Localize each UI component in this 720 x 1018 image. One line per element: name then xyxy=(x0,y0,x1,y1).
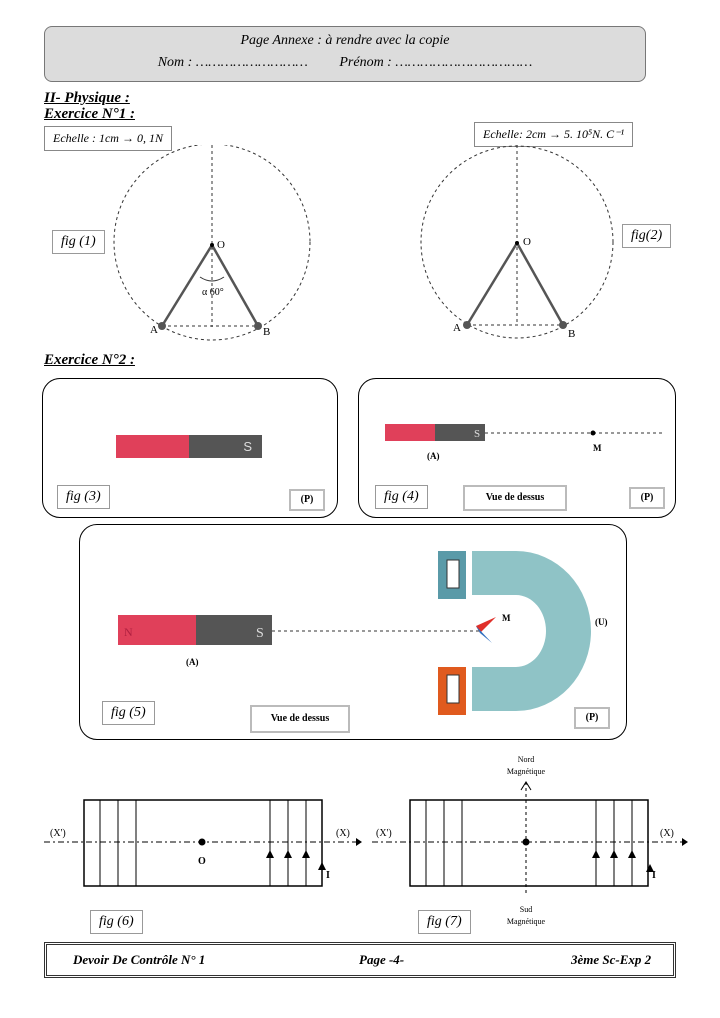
exercise2-title: Exercice N°2 : xyxy=(44,352,135,368)
section-physique: II- Physique : xyxy=(44,90,130,106)
plane-p-label: (P) xyxy=(289,489,325,511)
point-m-label: M xyxy=(593,443,602,453)
fig3-panel xyxy=(42,378,338,518)
pole-s-label: S xyxy=(243,439,252,454)
pole-s-label: S xyxy=(256,626,264,641)
axis-x: (X) xyxy=(336,828,350,839)
scale-box-1: Echelle : 1cm → 0, 1N xyxy=(44,126,172,151)
fig5-panel xyxy=(79,524,627,740)
footer-left: Devoir De Contrôle N° 1 xyxy=(73,952,206,967)
fig4-panel xyxy=(358,378,676,518)
nord-magnetique-label: Magnétique xyxy=(506,767,546,776)
footer-right: 3ème Sc-Exp 2 xyxy=(571,952,652,967)
plane-p-label: (P) xyxy=(574,707,610,729)
header-box xyxy=(44,26,646,82)
fig1-label: fig (1) xyxy=(52,230,105,254)
nom-field: Nom : ……………………… xyxy=(157,55,308,70)
point-a-label: (A) xyxy=(427,451,440,461)
point-m-label: M xyxy=(502,613,511,623)
magnet-north-half xyxy=(116,435,189,458)
point-b: B xyxy=(263,326,271,338)
current-i: I xyxy=(652,870,656,881)
footer-center: Page -4- xyxy=(359,952,405,967)
axis-x-prime: (X') xyxy=(50,828,66,839)
point-a-label: (A) xyxy=(186,657,199,667)
fig3-label: fig (3) xyxy=(57,485,110,509)
fig1-drawing xyxy=(100,145,330,355)
footer-bar xyxy=(44,942,676,978)
point-o: O xyxy=(523,236,531,248)
plane-p-label: (P) xyxy=(629,487,665,509)
point-a: A xyxy=(150,324,158,336)
header-title: Page Annexe : à rendre avec la copie xyxy=(240,33,450,48)
fig6-drawing xyxy=(44,792,364,896)
prenom-field: Prénom : …………………………… xyxy=(339,55,533,70)
scale-box-2: Echelle: 2cm → 5. 10⁵N. C⁻¹ xyxy=(474,122,633,147)
fig2-label: fig(2) xyxy=(622,224,671,248)
fig7-label: fig (7) xyxy=(418,910,471,934)
sud-magnetique-label: Magnétique xyxy=(506,917,546,926)
magnet-u-label: (U) xyxy=(595,617,608,627)
axis-x: (X) xyxy=(660,828,674,839)
sud-label: Sud xyxy=(519,905,533,914)
fig4-label: fig (4) xyxy=(375,485,428,509)
fig5-drawing xyxy=(80,525,626,739)
fig5-label: fig (5) xyxy=(102,701,155,725)
point-b: B xyxy=(568,328,576,340)
point-o: O xyxy=(217,239,225,251)
fig6-label: fig (6) xyxy=(90,910,143,934)
fig7-drawing xyxy=(372,750,692,932)
pole-n-label: N xyxy=(124,625,133,639)
vue-dessus-label: Vue de dessus xyxy=(250,705,350,733)
vue-dessus-label: Vue de dessus xyxy=(463,485,567,511)
current-i: I xyxy=(326,870,330,881)
pole-s-label: S xyxy=(474,428,481,440)
axis-x-prime: (X') xyxy=(376,828,392,839)
nord-label: Nord xyxy=(517,755,535,764)
fig4-drawing xyxy=(359,379,675,479)
fig2-drawing xyxy=(405,145,635,355)
magnet-south-half xyxy=(189,435,262,458)
exercise1-title: Exercice N°1 : xyxy=(44,106,135,122)
point-a: A xyxy=(453,322,461,334)
angle-label: α 60° xyxy=(202,287,224,298)
header-name-line xyxy=(45,55,645,71)
point-o: O xyxy=(198,856,206,867)
